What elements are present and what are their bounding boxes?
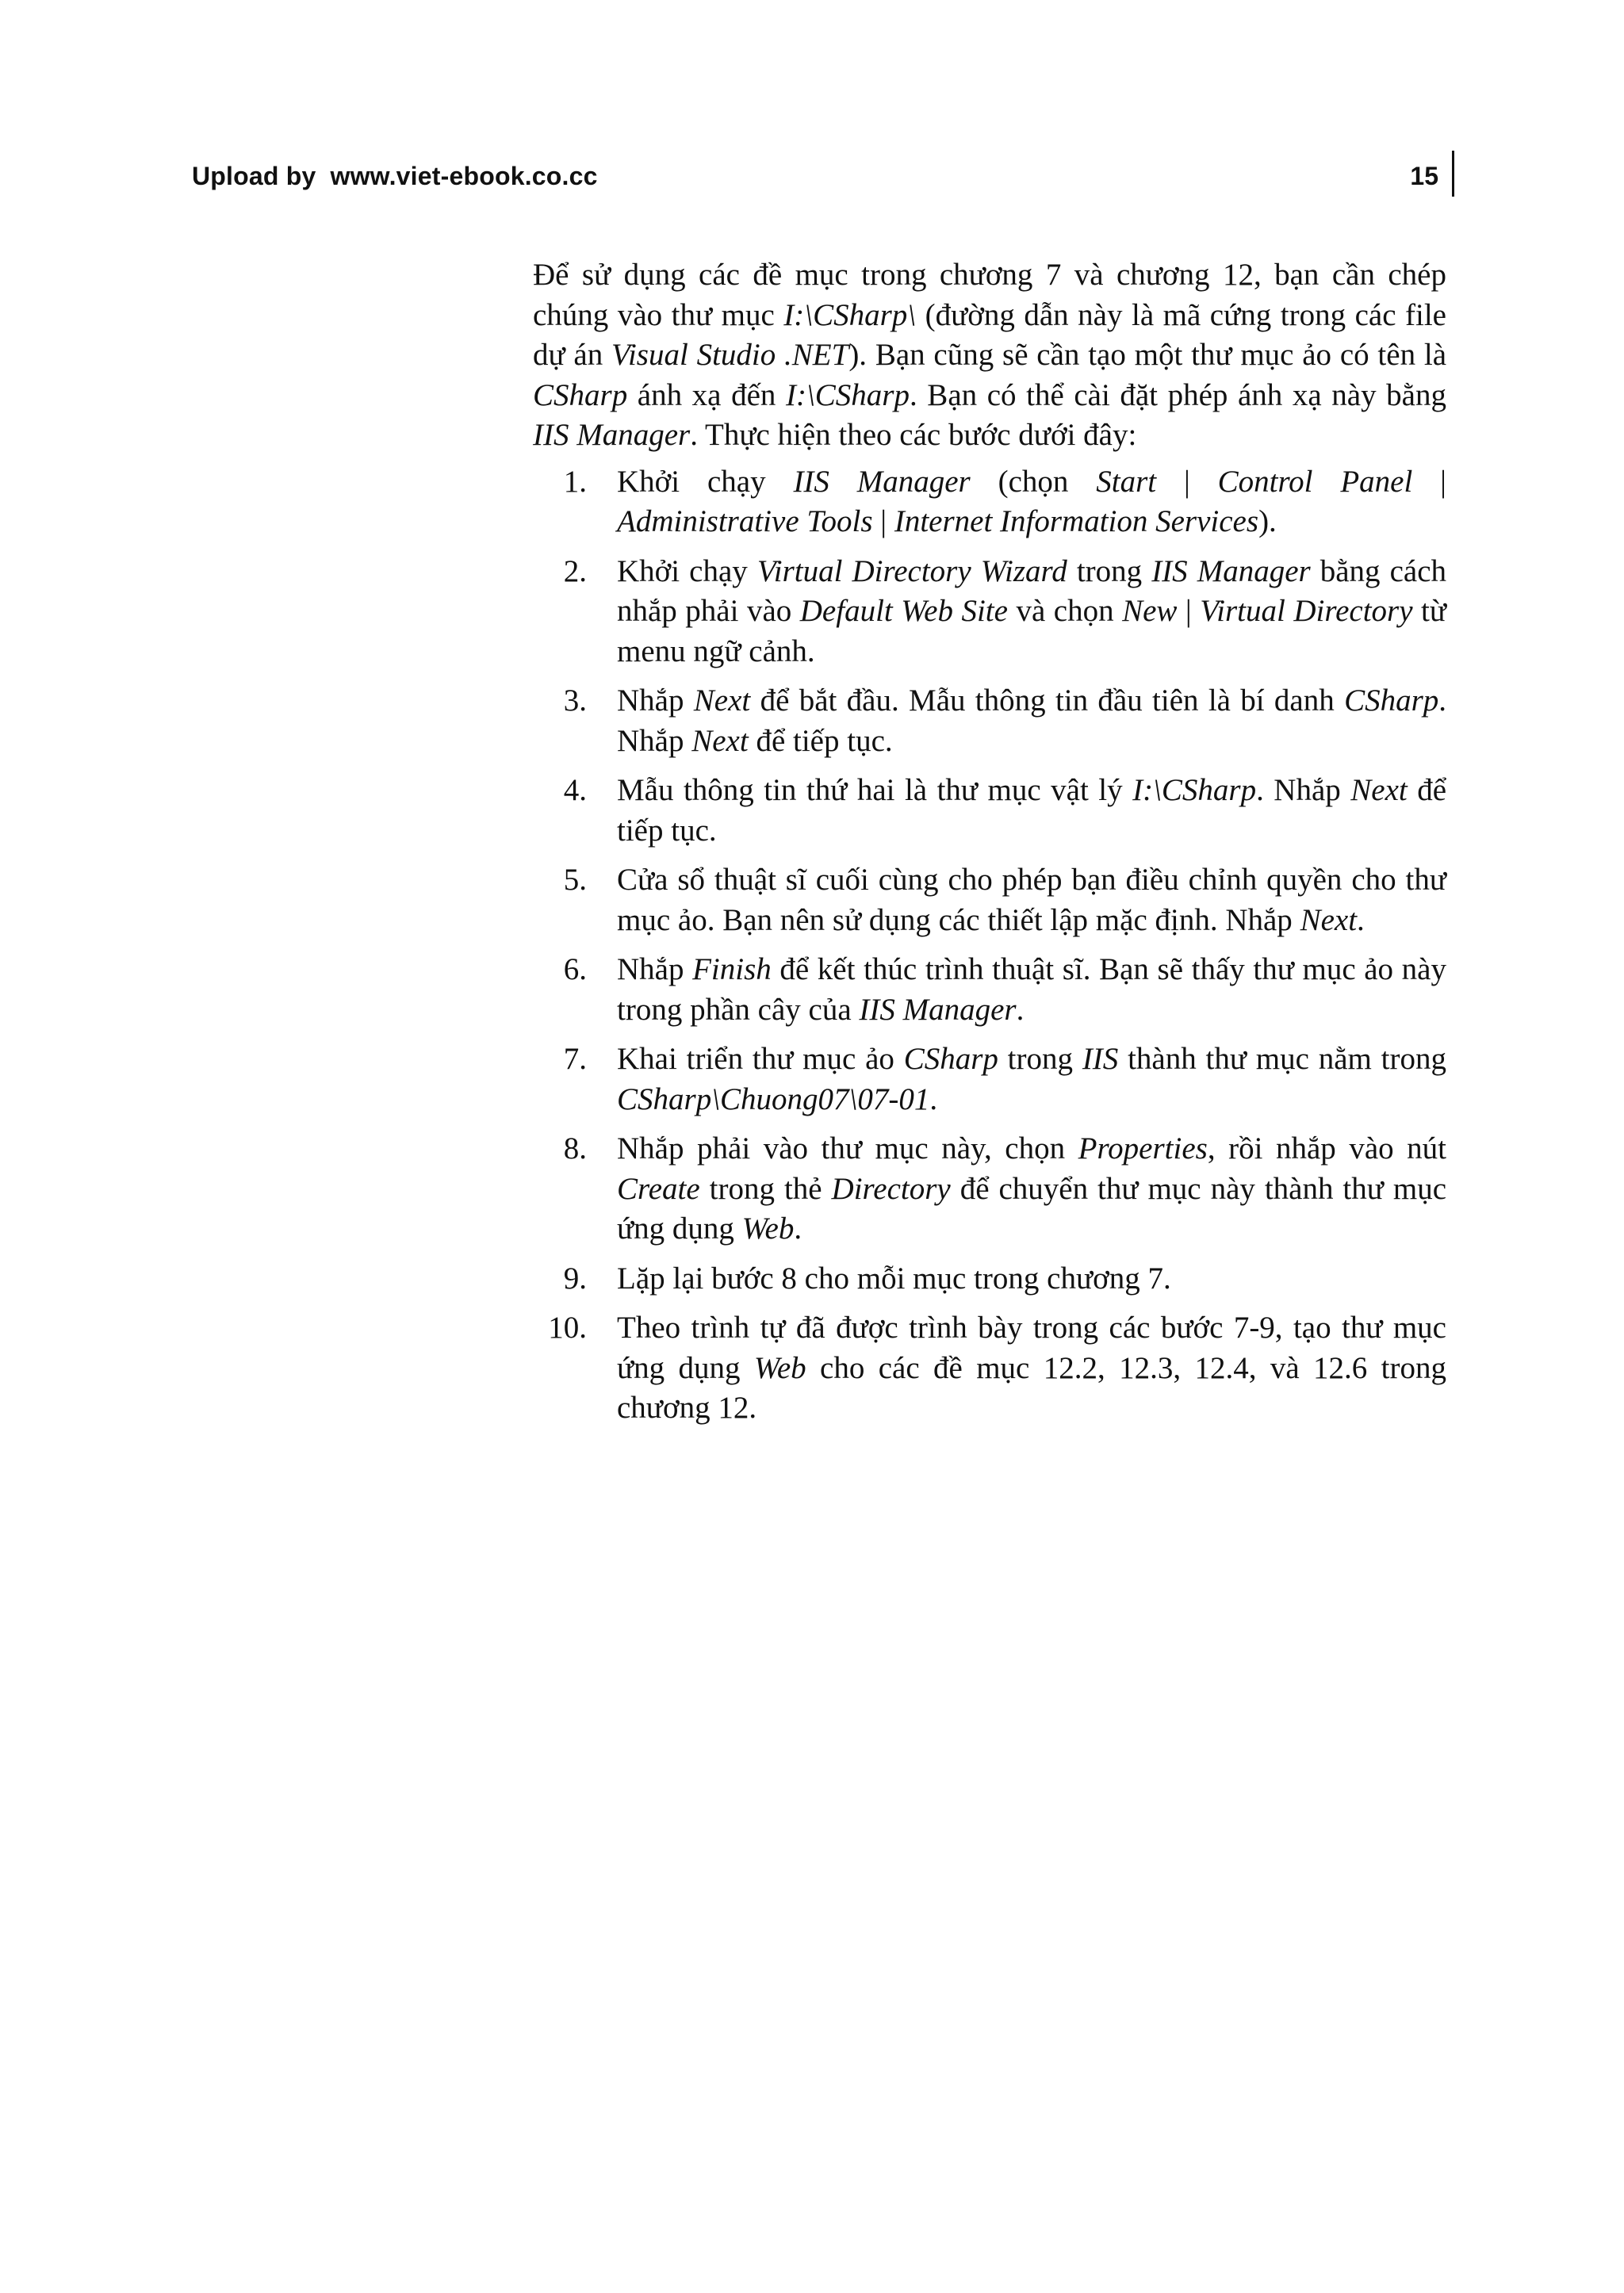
page-content [533, 255, 1446, 1438]
step-number: 2. [563, 553, 587, 588]
page-number: 15 [1410, 162, 1438, 190]
step-number: 9. [563, 1261, 587, 1296]
header-upload-label: Upload by [192, 162, 316, 190]
step-text: Theo trình tự đã được trình bày trong các bước 7-9, tạo thư mục ứng dụng Web cho các đề mục 12.2, 12.3, 12.4, và 12.6 trong chương 12. [617, 1311, 1446, 1425]
list-item [533, 1259, 1446, 1300]
step-number: 5. [563, 863, 587, 897]
step-text: Nhắp phải vào thư mục này, chọn Properties, rồi nhắp vào nút Create trong thẻ Directory để chuyển thư mục này thành thư mục ứng dụng Web. [617, 1131, 1447, 1246]
list-item [533, 860, 1446, 940]
step-number: 7. [563, 1042, 587, 1076]
intro-paragraph: Để sử dụng các đề mục trong chương 7 và chương 12, bạn cần chép chúng vào thư mục I:\CSharp\ (đường dẫn này là mã cứng trong các file dự án Visual Studio .NET). Bạn cũng sẽ cần tạo một thư mục ảo có tên là CSharp ánh xạ đến I:\CSharp. Bạn có thể cài đặt phép ánh xạ này bằng IIS Manager. Thực hiện theo các bước dưới đây: [533, 258, 1446, 452]
step-text: Khai triển thư mục ảo CSharp trong IIS thành thư mục nằm trong CSharp\Chuong07\07-01. [617, 1042, 1447, 1116]
list-item [533, 1129, 1446, 1250]
step-number: 4. [563, 773, 587, 807]
list-item [533, 681, 1446, 761]
page-header [192, 155, 1454, 200]
steps-list [533, 462, 1446, 1429]
step-number: 8. [563, 1131, 587, 1166]
step-number: 6. [563, 952, 587, 986]
list-item [533, 462, 1446, 542]
step-text: Nhắp Finish để kết thúc trình thuật sĩ. Bạn sẽ thấy thư mục ảo này trong phần cây của IIS Manager. [617, 952, 1446, 1027]
step-text: Khởi chạy Virtual Directory Wizard trong IIS Manager bằng cách nhắp phải vào Default Web Site và chọn New | Virtual Directory từ menu ngữ cảnh. [617, 553, 1447, 668]
step-text: Nhắp Next để bắt đầu. Mẫu thông tin đầu tiên là bí danh CSharp. Nhắp Next để tiếp tục. [617, 683, 1447, 758]
step-number: 1. [563, 464, 587, 499]
header-site-link[interactable]: www.viet-ebook.co.cc [330, 162, 598, 190]
step-text: Khởi chạy IIS Manager (chọn Start | Control Panel | Administrative Tools | Internet Information Services). [617, 464, 1446, 538]
list-item [533, 552, 1446, 672]
header-upload-credit [192, 162, 598, 191]
step-number: 10. [548, 1311, 587, 1345]
step-text: Lặp lại bước 8 cho mỗi mục trong chương 7. [617, 1261, 1171, 1296]
step-number: 3. [563, 683, 587, 718]
list-item [533, 771, 1446, 851]
list-item [533, 1308, 1446, 1429]
list-item [533, 950, 1446, 1030]
header-vertical-rule [1452, 151, 1454, 197]
step-text: Cửa sổ thuật sĩ cuối cùng cho phép bạn điều chỉnh quyền cho thư mục ảo. Bạn nên sử dụng các thiết lập mặc định. Nhắp Next. [617, 863, 1446, 937]
step-text: Mẫu thông tin thứ hai là thư mục vật lý I:\CSharp. Nhắp Next để tiếp tục. [617, 773, 1447, 848]
list-item [533, 1039, 1446, 1120]
